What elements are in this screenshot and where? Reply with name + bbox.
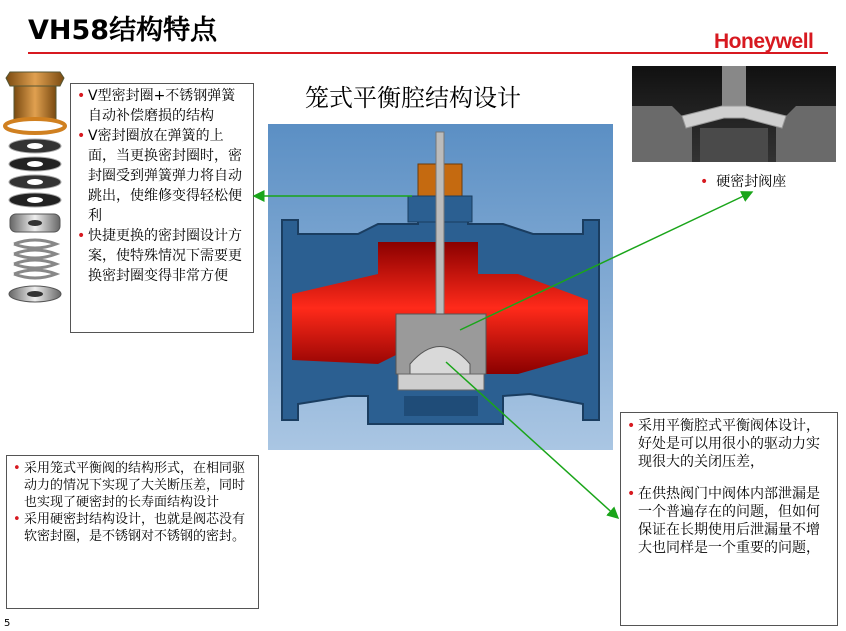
list-item: • 采用笼式平衡阀的结构形式，在相同驱动力的情况下实现了大关断压差，同时也实现了硬密封的长寿面结构设计	[13, 460, 252, 511]
list-item: • V密封圈放在弹簧的上面，当更换密封圈时，密封圈受到弹簧弹力将自动跳出，使维修变得轻松便利	[77, 126, 247, 226]
list-item: • 采用硬密封结构设计，也就是阀芯没有软密封圈，是不锈钢对不锈钢的密封。	[13, 511, 252, 545]
diagram-subtitle: 笼式平衡腔结构设计	[305, 84, 521, 112]
hard-seat-illustration	[632, 66, 836, 162]
valve-cross-section	[268, 124, 613, 450]
hard-seat-label: • 硬密封阀座	[700, 174, 787, 190]
list-item: • 采用平衡腔式平衡阀体设计，好处是可以用很小的驱动力实现很大的关闭压差，	[627, 417, 831, 471]
seal-parts-illustration	[2, 64, 68, 312]
list-item: • 快捷更换的密封圈设计方案，使特殊情况下需要更换密封圈变得非常方便	[77, 226, 247, 286]
balance-chamber-box	[620, 412, 838, 626]
cage-design-box	[6, 455, 259, 609]
title-rule	[28, 52, 828, 54]
list-item: • V型密封圈+不锈钢弹簧自动补偿磨损的结构	[77, 86, 247, 126]
page-number: 5	[4, 618, 11, 629]
hard-seat-label-text: 硬密封阀座	[716, 174, 787, 190]
slide-title: VH58结构特点	[28, 15, 218, 46]
list-item: • 在供热阀门中阀体内部泄漏是一个普遍存在的问题，但如何保证在长期使用后泄漏量不增大也同样是一个重要的问题，	[627, 485, 831, 557]
seal-features-box	[70, 83, 254, 333]
brand-logo: Honeywell	[714, 30, 814, 53]
